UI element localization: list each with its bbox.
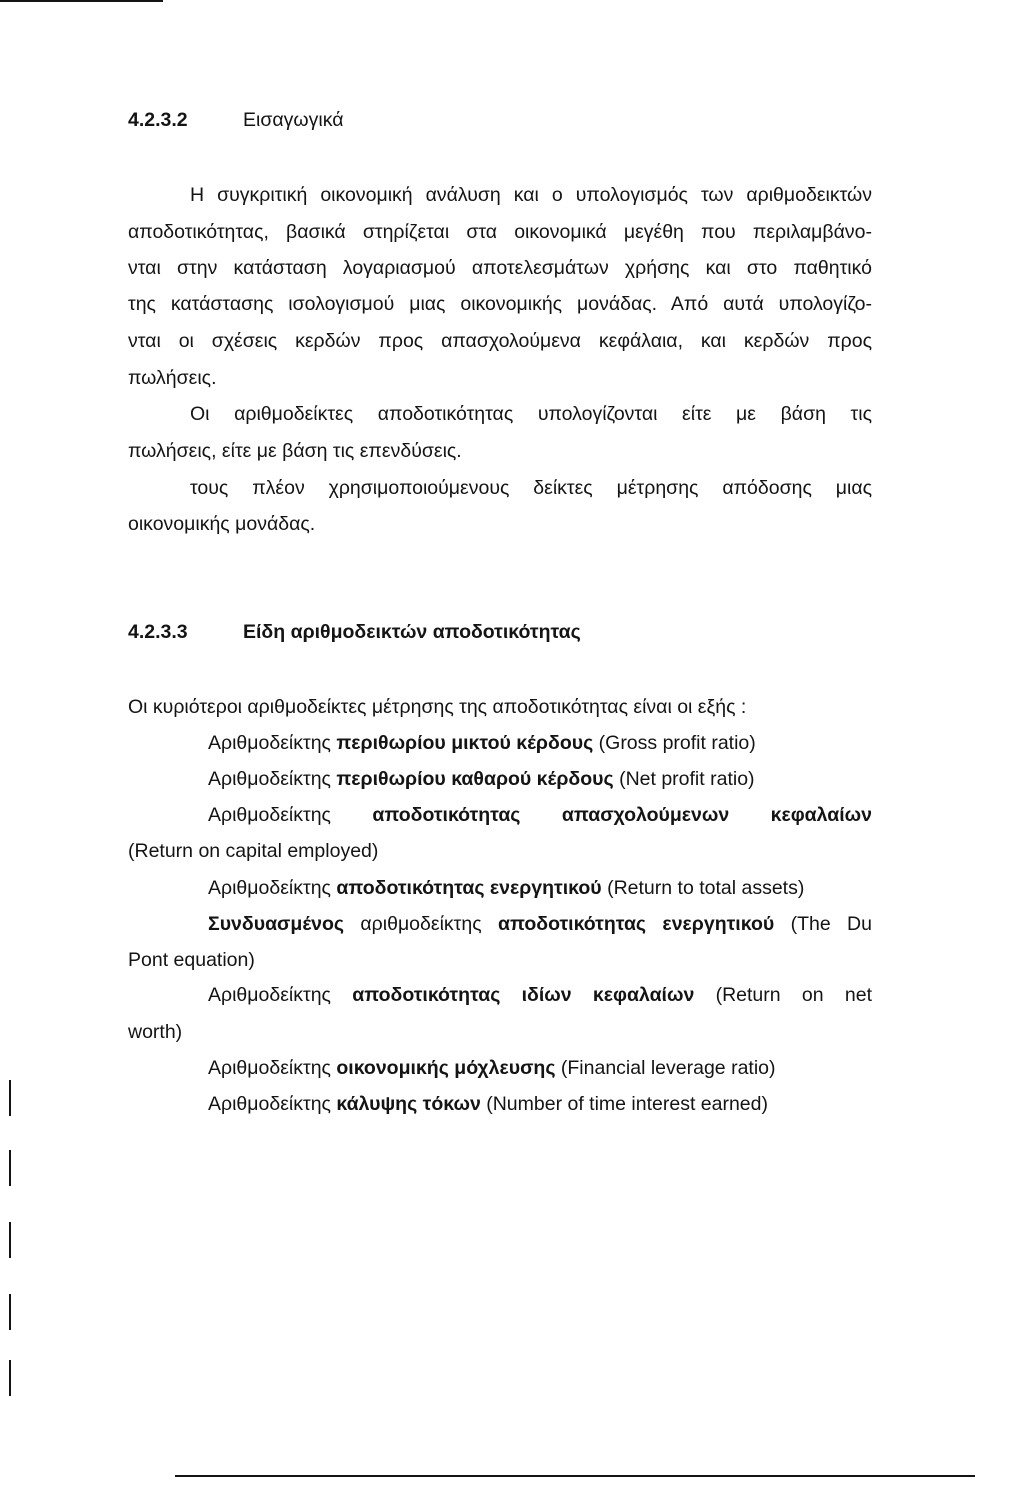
section-number-types: 4.2.3.3 [128, 621, 188, 643]
list-item-continuation: (Return on capital employed) [128, 840, 379, 862]
top-scan-line [0, 0, 163, 2]
paragraph-line: Η συγκριτική οικονομική ανάλυση και ο υπολογισμός των αριθμοδεικτών [190, 184, 872, 206]
list-item-continuation: worth) [128, 1021, 183, 1043]
bottom-scan-line [175, 1475, 975, 1477]
list-item: Αριθμοδείκτης αποδοτικότητας ενεργητικού (Return to total assets) [208, 877, 805, 899]
list-item: Αριθμοδείκτης αποδοτικότητας απασχολούμενων κεφαλαίων [208, 804, 872, 826]
paragraph-line: της κατάστασης ισολογισμού μιας οικονομικής μονάδας. Από αυτά υπολογίζο- [128, 293, 872, 315]
left-scan-mark-2 [9, 1150, 11, 1186]
paragraph-line: νται στην κατάσταση λογαριασμού αποτελεσμάτων χρήσης και στο παθητικό [128, 257, 872, 279]
paragraph-line: νται οι σχέσεις κερδών προς απασχολούμενα κεφάλαια, και κερδών προς [128, 330, 872, 352]
left-scan-mark-5 [9, 1360, 11, 1396]
left-scan-mark-4 [9, 1294, 11, 1330]
list-item-continuation: Pont equation) [128, 949, 255, 971]
paragraph-line: τους πλέον χρησιμοποιούμενους δείκτες μέτρησης απόδοσης μιας [190, 477, 872, 499]
paragraph-line: πωλήσεις, είτε με βάση τις επενδύσεις. [128, 440, 462, 462]
list-lead: Οι κυριότεροι αριθμοδείκτες μέτρησης της αποδοτικότητας είναι οι εξής : [128, 696, 747, 718]
paragraph-line: αποδοτικότητας, βασικά στηρίζεται στα οικονομικά μεγέθη που περιλαμβάνο- [128, 221, 872, 243]
paragraph-line: πωλήσεις. [128, 367, 217, 389]
left-scan-mark-3 [9, 1222, 11, 1258]
list-item: Αριθμοδείκτης κάλυψης τόκων (Number of time interest earned) [208, 1093, 768, 1115]
list-item: Αριθμοδείκτης οικονομικής μόχλευσης (Financial leverage ratio) [208, 1057, 776, 1079]
paragraph-line: οικονομικής μονάδας. [128, 513, 316, 535]
section-title-types: Είδη αριθμοδεικτών αποδοτικότητας [243, 621, 581, 643]
section-number-intro: 4.2.3.2 [128, 109, 188, 131]
list-item: Αριθμοδείκτης περιθωρίου καθαρού κέρδους (Net profit ratio) [208, 768, 755, 790]
left-scan-mark-1 [9, 1080, 11, 1116]
paragraph-line: Οι αριθμοδείκτες αποδοτικότητας υπολογίζονται είτε με βάση τις [190, 403, 872, 425]
section-title-intro: Εισαγωγικά [243, 109, 344, 131]
list-item: Αριθμοδείκτης αποδοτικότητας ιδίων κεφαλαίων (Return on net [208, 984, 872, 1006]
list-item: Αριθμοδείκτης περιθωρίου μικτού κέρδους (Gross profit ratio) [208, 732, 756, 754]
list-item: Συνδυασμένος αριθμοδείκτης αποδοτικότητας ενεργητικού (The Du [208, 913, 872, 935]
